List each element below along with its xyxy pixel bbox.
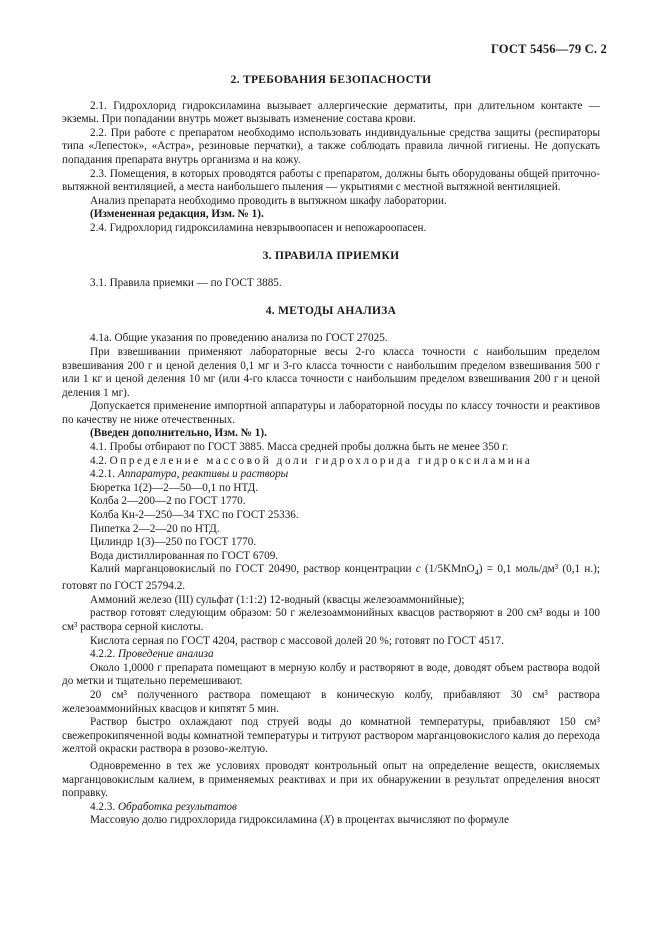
clause-number: 4.2.3.	[90, 800, 116, 813]
paragraph-weighing: При взвешивании применяют лабораторные весы 2-го класса точности с наибольшим пределом взвешивания 200 г и ценой деления 0,1 мг и 3-го класса точности с наибольшим пределом взвешивания 500 г или 1 кг и ценой деления 10 мг (или 4-го класса точности с наибольшим пределом взвешивания 200 г и ценой деления 1 мг).	[62, 345, 600, 399]
paragraph-4-2-3	[62, 801, 600, 815]
paragraph-4-1: 4.1. Пробы отбирают по ГОСТ 3885. Масса средней пробы должна быть не менее 350 г.	[90, 441, 509, 454]
list-item: Цилиндр 1(3)—250 по ГОСТ 1770.	[90, 536, 257, 549]
calc-text-tail: ) в процентах вычисляют по формуле	[330, 814, 509, 827]
list-item: Колба Кн-2—250—34 ТХС по ГОСТ 25336.	[90, 509, 299, 522]
procedure-step: Около 1,0000 г препарата помещают в мерную колбу и растворяют в воде, доводят объем раствора водой до метки и тщательно перемешивают.	[62, 661, 600, 688]
calc-text: Массовую долю гидрохлорида гидроксиламина (	[90, 814, 324, 827]
procedure-step: Одновременно в тех же условиях проводят контрольный опыт на определение веществ, окисляемых марганцовокислым калием, в применяемых реактивах и при их обнаружении в результат определения вносят поправку.	[62, 759, 600, 800]
variable-x: X	[323, 814, 331, 827]
clause-title: Аппаратура, реактивы и растворы	[117, 468, 289, 481]
paragraph-4-1a: 4.1а. Общие указания по проведению анализа по ГОСТ 27025.	[90, 332, 388, 345]
paragraph-hood: Анализ препарата необходимо проводить в вытяжном шкафу лаборатории.	[90, 194, 447, 207]
clause-title: Определение массовой доли гидрохлорида гидроксиламина	[109, 454, 533, 467]
section-4-heading: 4. МЕТОДЫ АНАЛИЗА	[265, 304, 397, 317]
document-body	[62, 74, 600, 828]
list-item: Вода дистиллированная по ГОСТ 6709.	[90, 549, 279, 562]
paragraph-4-2-2	[62, 648, 600, 662]
paragraph-calc	[62, 814, 600, 828]
page-header: ГОСТ 5456—79 С. 2	[490, 42, 607, 56]
list-item: Пипетка 2—2—20 по НТД.	[90, 522, 220, 535]
kmno4-subscript: 4	[474, 568, 479, 578]
kmno4-text: Калий марганцовокислый по ГОСТ 20490, раствор концентрации	[90, 563, 412, 576]
procedure-step: 20 см³ полученного раствора помещают в коническую колбу, прибавляют 30 см³ раствора железоаммонийных квасцов и кипятят 5 мин.	[62, 688, 600, 715]
list-item: Колба 2—200—2 по ГОСТ 1770.	[90, 495, 246, 508]
paragraph-2-1: 2.1. Гидрохлорид гидроксиламина вызывает аллергические дерматиты, при длительном контакте — экземы. При попадании внутрь может вызывать изменение состава крови.	[62, 99, 600, 126]
procedure-step: Раствор быстро охлаждают под струей воды до комнатной температуры, прибавляют 150 см³ свежепрокипяченной воды комнатной температуры и титруют раствором марганцовокислого калия до перехода желтой окраски раствора в розово-желтую.	[62, 716, 600, 756]
section-2-heading: 2. ТРЕБОВАНИЯ БЕЗОПАСНОСТИ	[230, 74, 432, 86]
paragraph-kmno4	[62, 563, 600, 593]
edit-note: (Измененная редакция, Изм. № 1).	[90, 208, 264, 221]
paragraph-4-2	[62, 455, 600, 469]
section-3-heading: 3. ПРАВИЛА ПРИЕМКИ	[262, 249, 400, 262]
list-item: Бюретка 1(2)—2—50—0,1 по НТД.	[90, 481, 259, 494]
intro-note: (Введен дополнительно, Изм. № 1).	[90, 427, 267, 440]
clause-number: 4.2.2.	[90, 648, 116, 661]
paragraph-2-3: 2.3. Помещения, в которых проводятся работы с препаратом, должны быть оборудованы общей приточно-вытяжной вентиляцией, а места наибольшего пыления — укрытиями с местной вытяжной вентиляцией.	[62, 167, 600, 194]
clause-number: 4.2.1.	[90, 468, 116, 481]
paragraph-import: Допускается применение импортной аппаратуры и лабораторной посуды по классу точности и реактивов по качеству не ниже отечественных.	[62, 400, 600, 426]
paragraph-3-1: 3.1. Правила приемки — по ГОСТ 3885.	[90, 277, 282, 290]
paragraph-acid: Кислота серная по ГОСТ 4204, раствор с массовой долей 20 %; готовят по ГОСТ 4517.	[90, 634, 504, 647]
paragraph-2-2: 2.2. При работе с препаратом необходимо использовать индивидуальные средства защиты (респираторы типа «Лепесток», «Астра», резиновые перчатки), а также соблюдать правила личной гигиены. Не допускать попадания препарата внутрь организма и на кожу.	[62, 126, 600, 166]
clause-title: Обработка результатов	[117, 800, 237, 813]
kmno4-formula: (1/5KMnO	[425, 563, 475, 576]
concentration-symbol: c	[415, 563, 421, 576]
kmno4-tail: ) = 0,1 моль/дм³ (0,1 н.); готовят по ГОСТ 25794.2.	[62, 563, 601, 593]
clause-number: 4.2.	[90, 454, 107, 467]
paragraph-alum-prep: раствор готовят следующим образом: 50 г железоаммонийных квасцов растворяют в 200 см³ воды и 100 см³ раствора серной кислоты.	[62, 607, 600, 634]
clause-title: Проведение анализа	[117, 648, 214, 661]
paragraph-alum: Аммоний железо (III) сульфат (1:1:2) 12-водный (квасцы железоаммонийные);	[90, 593, 465, 606]
paragraph-4-2-1	[62, 468, 600, 482]
paragraph-2-4: 2.4. Гидрохлорид гидроксиламина невзрывоопасен и непожароопасен.	[90, 221, 427, 234]
